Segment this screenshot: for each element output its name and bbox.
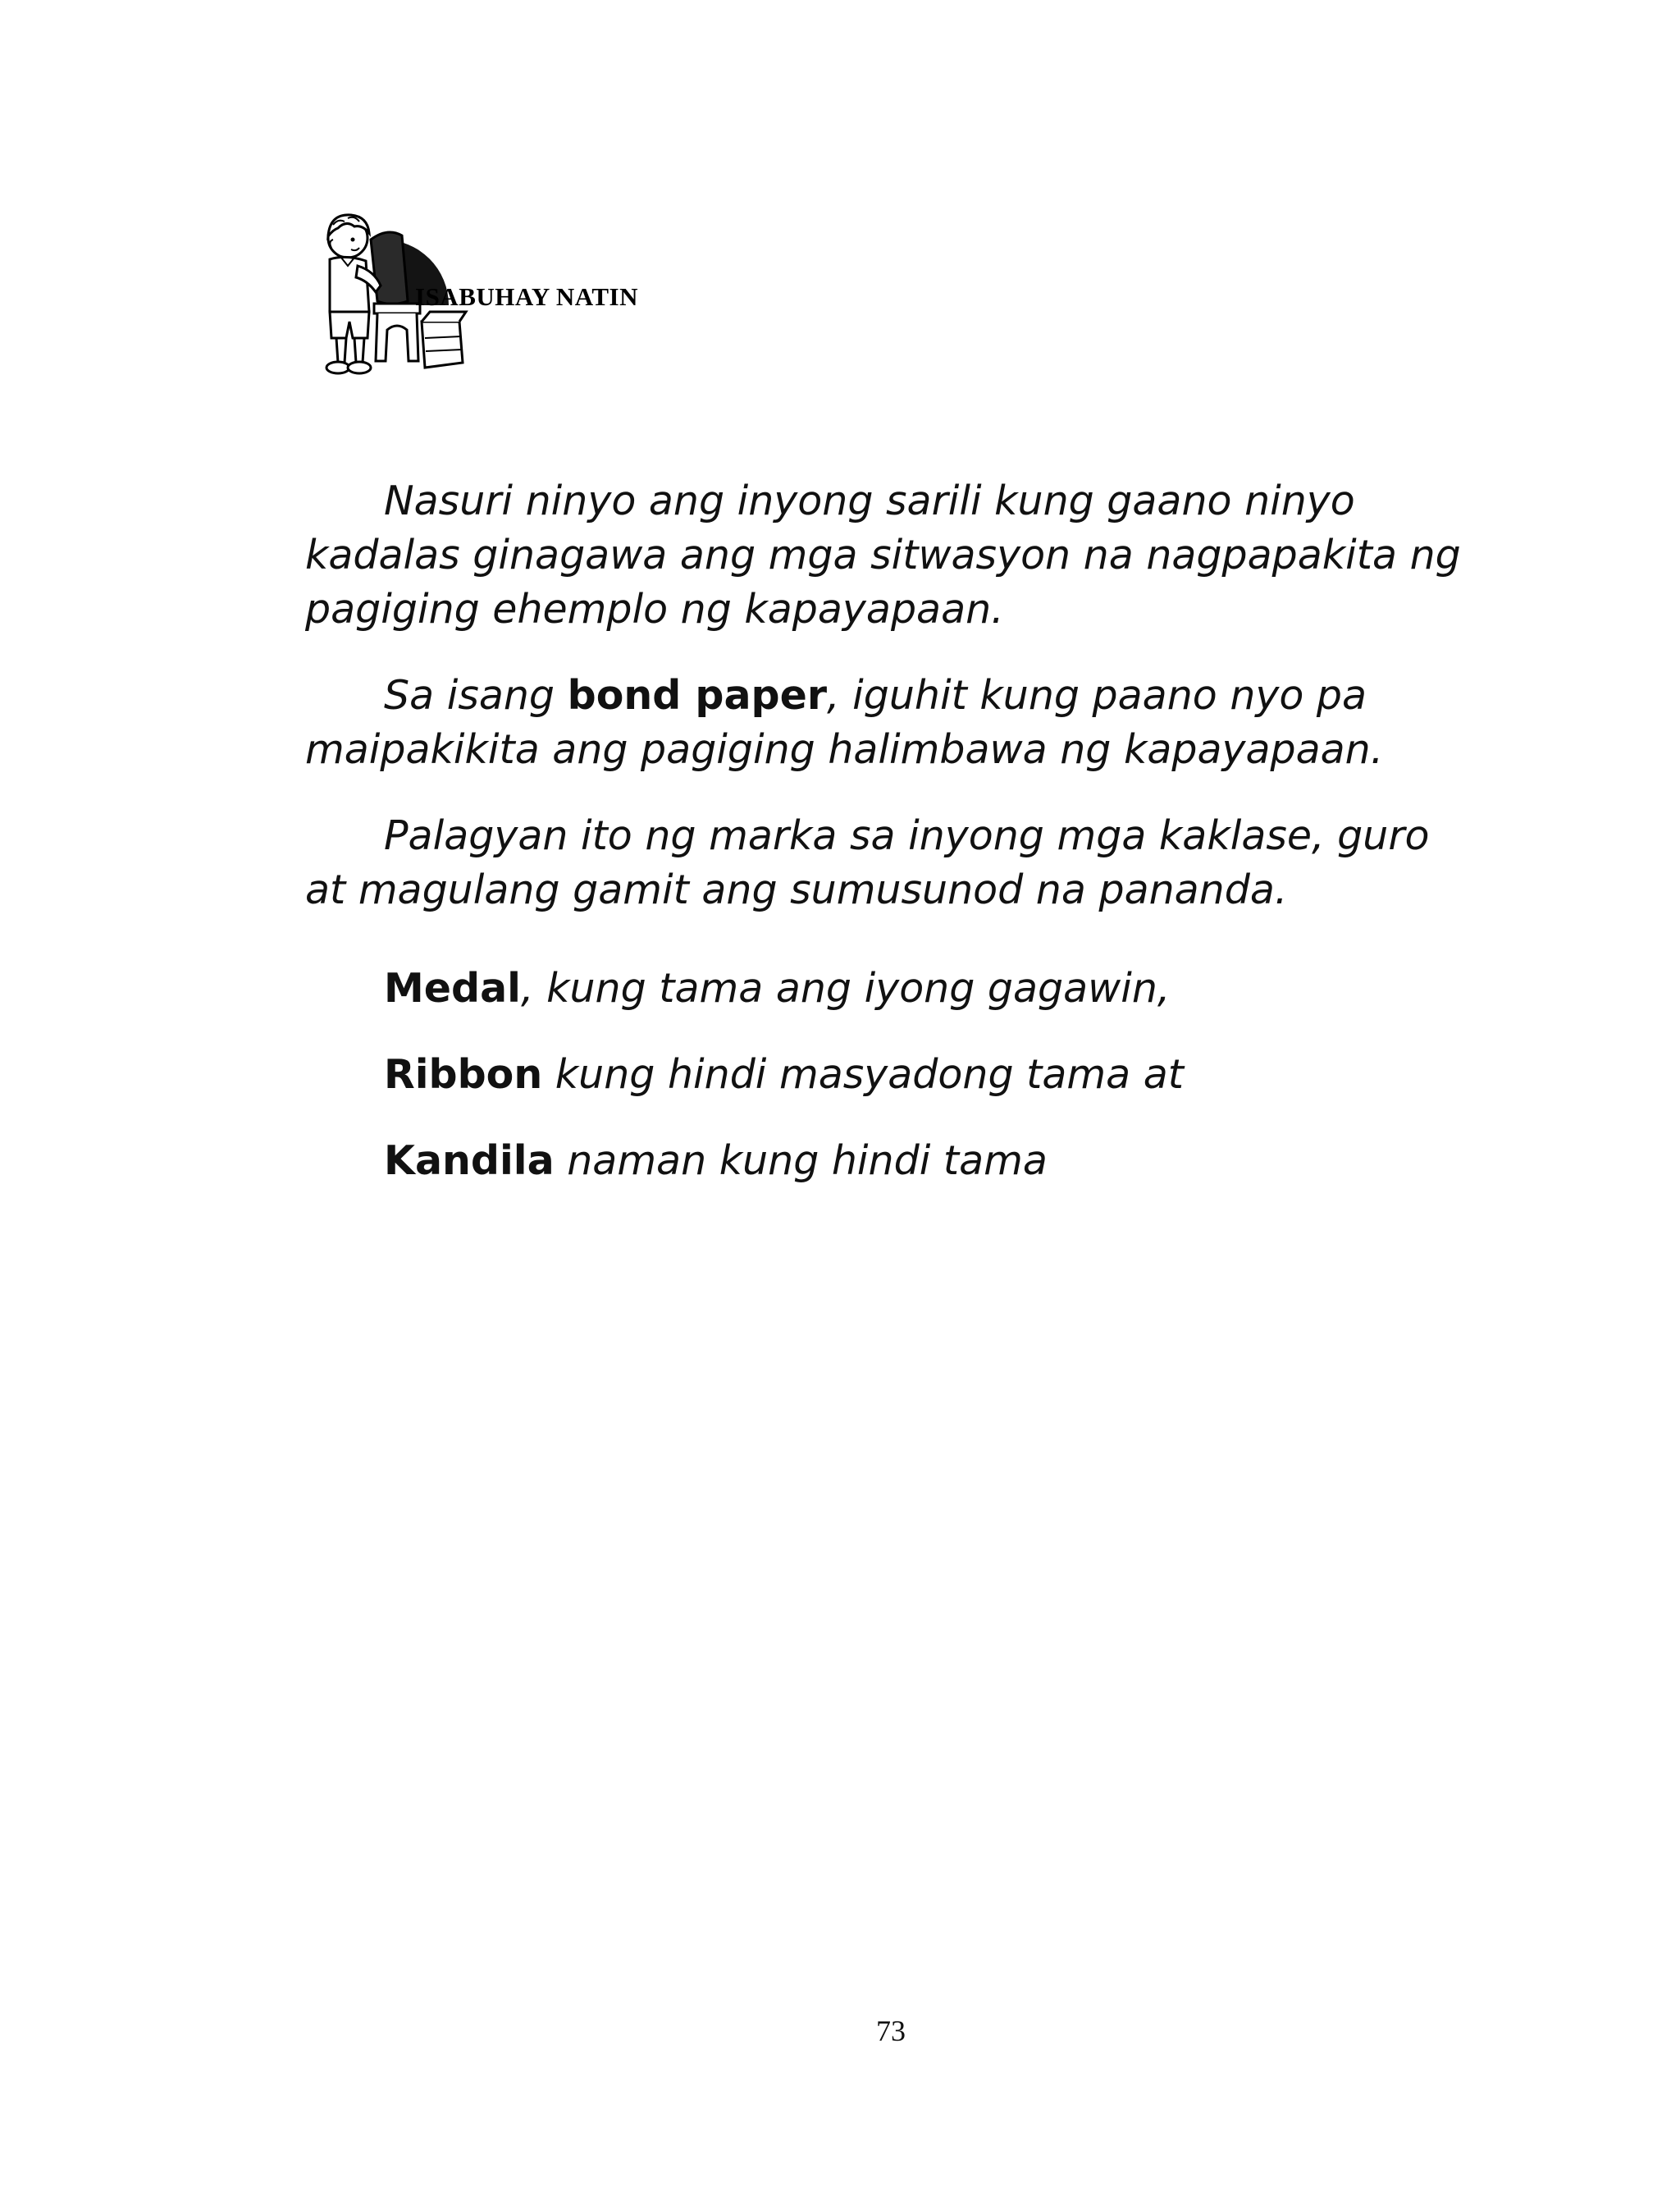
- page-number: 73: [876, 2014, 906, 2047]
- instruction-paragraph: [305, 809, 1470, 917]
- marker-description: kung hindi masyadong tama at: [542, 1051, 1184, 1098]
- paragraph-text: , iguhit kung paano nyo pa maipakikita ang pagiging halimbawa ng kapayapaan.: [305, 672, 1384, 773]
- instruction-paragraph: [305, 474, 1470, 637]
- paragraph-text: Nasuri ninyo ang inyong sarili kung gaano ninyo kadalas ginagawa ang mga sitwasyon na nagpapakita ng pagiging ehemplo ng kapayapaan.: [305, 478, 1461, 633]
- marker-label: Ribbon: [384, 1051, 543, 1098]
- marker-description: naman kung hindi tama: [554, 1137, 1048, 1184]
- lesson-body: [305, 474, 1470, 1220]
- marker-item-ribbon: [384, 1048, 1470, 1102]
- marker-label: Medal: [384, 965, 521, 1012]
- instruction-paragraph: [305, 669, 1470, 777]
- marker-label: Kandila: [384, 1137, 555, 1184]
- emphasis-text: bond paper: [567, 672, 827, 719]
- section-title: ISABUHAY NATIN: [415, 282, 638, 311]
- marker-item-medal: [384, 962, 1470, 1016]
- paragraph-text: Sa isang: [384, 672, 568, 719]
- paragraph-text: Palagyan ito ng marka sa inyong mga kaklase, guro at magulang gamit ang sumusunod na pananda.: [305, 812, 1430, 913]
- marker-description: , kung tama ang iyong gagawin,: [520, 965, 1171, 1012]
- section-header: [305, 207, 765, 379]
- marker-item-kandila: [384, 1134, 1470, 1188]
- marker-legend: [305, 962, 1470, 1188]
